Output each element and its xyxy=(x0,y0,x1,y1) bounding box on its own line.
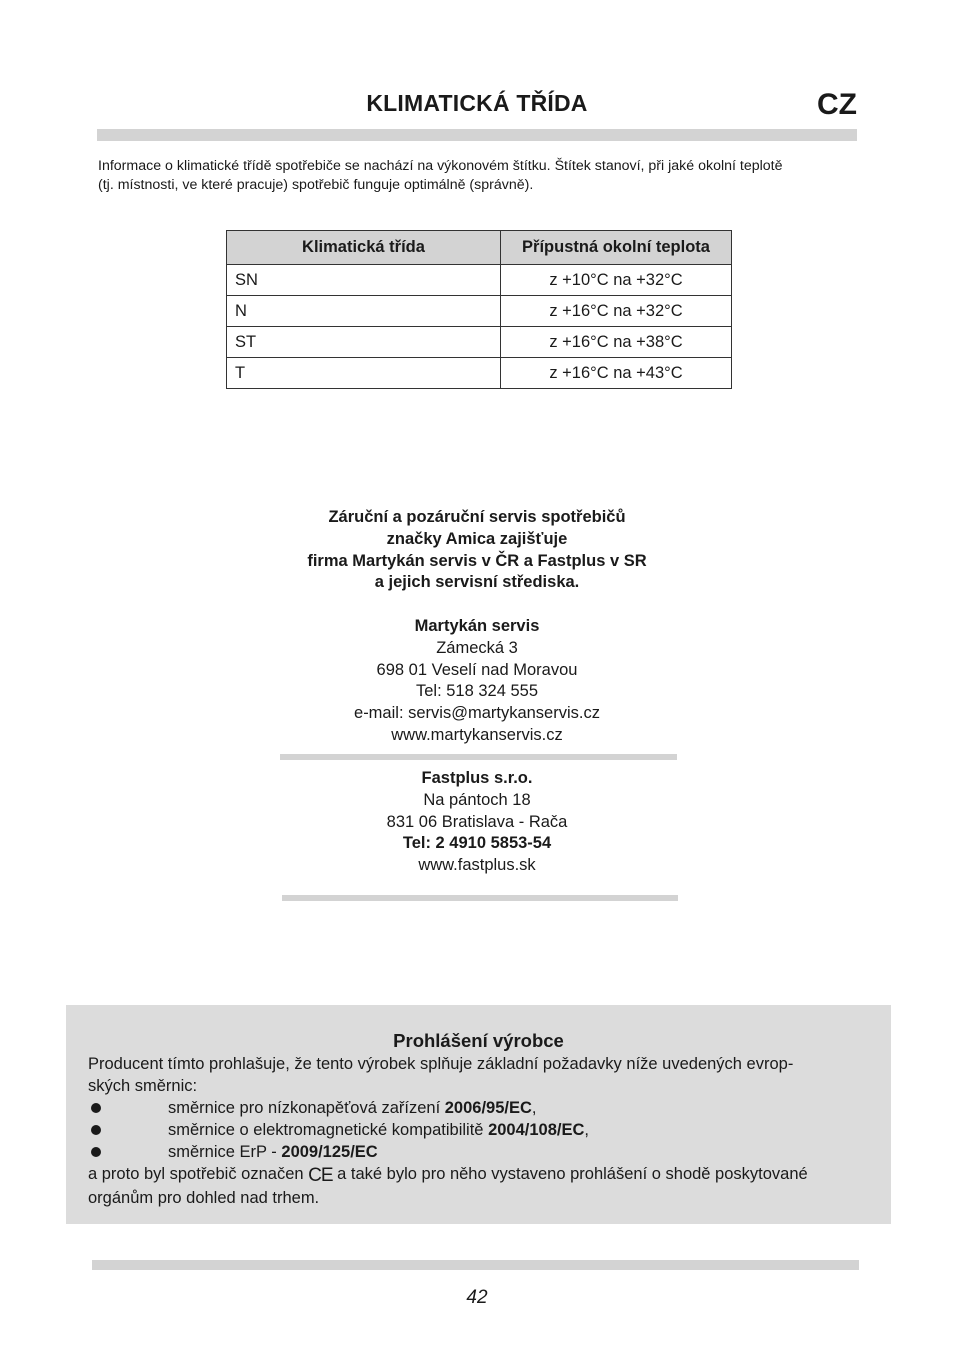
phone-number: Tel: 518 324 555 xyxy=(415,682,539,701)
directive-code: 2006/95/EC xyxy=(444,1099,532,1117)
service-intro-line: značky Amica zajišťuje xyxy=(386,529,568,548)
table-row xyxy=(227,327,732,358)
service-intro-line: a jejich servisní střediska. xyxy=(374,573,580,592)
table-row xyxy=(227,358,732,389)
section-divider xyxy=(280,754,677,760)
table-row xyxy=(227,265,732,296)
temperature-range-cell: z +16°C na +38°C xyxy=(501,327,732,358)
column-header-temperature: Přípustná okolní teplota xyxy=(501,231,732,265)
directive-suffix: , xyxy=(531,1099,537,1117)
climate-class-cell: N xyxy=(227,296,501,327)
declaration-intro-line: Producent tímto prohlašuje, že tento výrobek splňuje základní požadavky níže uvedených evrop- xyxy=(88,1055,794,1073)
directive-text: směrnice o elektromagnetické kompatibilitě xyxy=(168,1121,489,1139)
city-address: 698 01 Veselí nad Moravou xyxy=(376,660,578,679)
fastplus-contact-block xyxy=(0,768,954,877)
directive-code: 2009/125/EC xyxy=(281,1143,378,1161)
street-address: Na pántoch 18 xyxy=(423,790,531,809)
header-divider xyxy=(97,129,857,141)
website-link[interactable]: www.fastplus.sk xyxy=(418,856,536,875)
bullet-icon xyxy=(91,1103,101,1113)
climate-class-cell: T xyxy=(227,358,501,389)
declaration-body xyxy=(88,1053,878,1209)
directive-suffix: , xyxy=(584,1121,589,1139)
directive-list-item xyxy=(88,1119,878,1141)
company-name: Fastplus s.r.o. xyxy=(421,769,533,787)
phone-number: Tel: 2 4910 5853-54 xyxy=(402,834,552,853)
service-intro-line: firma Martykán servis v ČR a Fastplus v SR xyxy=(307,551,647,570)
bullet-icon xyxy=(91,1147,101,1157)
outro-text: a proto byl spotřebič označen xyxy=(88,1165,309,1183)
martykan-contact-block xyxy=(0,616,954,747)
declaration-intro-line: ských směrnic: xyxy=(88,1077,198,1095)
column-header-class: Klimatická třída xyxy=(227,231,501,265)
temperature-range-cell: z +16°C na +43°C xyxy=(501,358,732,389)
declaration-outro-line xyxy=(88,1163,878,1187)
climate-class-table xyxy=(226,230,732,389)
footer-divider xyxy=(92,1260,859,1270)
service-intro-line: Záruční a pozáruční servis spotřebičů xyxy=(328,508,626,526)
page-number: 42 xyxy=(466,1287,488,1308)
outro-text: a také bylo pro něho vystaveno prohlášení o shodě poskytované xyxy=(332,1165,808,1183)
intro-paragraph xyxy=(98,157,873,195)
directive-list-item xyxy=(88,1097,878,1119)
page-title: KLIMATICKÁ TŘÍDA xyxy=(366,90,588,116)
manufacturer-declaration-box xyxy=(66,1005,891,1224)
language-code: CZ xyxy=(817,88,857,121)
temperature-range-cell: z +16°C na +32°C xyxy=(501,296,732,327)
ce-mark-icon: CE xyxy=(308,1165,333,1186)
email-address[interactable]: e-mail: servis@martykanservis.cz xyxy=(354,704,600,723)
city-address: 831 06 Bratislava - Rača xyxy=(386,812,568,831)
directive-text: směrnice pro nízkonapěťová zařízení xyxy=(168,1099,445,1117)
table-row xyxy=(227,296,732,327)
intro-line-1: Informace o klimatické třídě spotřebiče se nachází na výkonovém štítku. Štítek stanoví, při jaké okolní teplotě xyxy=(98,158,783,174)
directive-text: směrnice ErP - xyxy=(168,1143,282,1161)
company-name: Martykán servis xyxy=(414,617,540,635)
declaration-outro-line: orgánům pro dohled nad trhem. xyxy=(88,1189,320,1207)
directive-code: 2004/108/EC xyxy=(488,1121,585,1139)
bullet-icon xyxy=(91,1125,101,1135)
directive-list-item xyxy=(88,1141,878,1163)
website-link[interactable]: www.martykanservis.cz xyxy=(391,725,563,744)
temperature-range-cell: z +10°C na +32°C xyxy=(501,265,732,296)
table-header-row xyxy=(227,231,732,265)
climate-class-cell: ST xyxy=(227,327,501,358)
street-address: Zámecká 3 xyxy=(436,638,518,657)
declaration-title: Prohlášení výrobce xyxy=(393,1030,564,1051)
climate-class-cell: SN xyxy=(227,265,501,296)
section-divider xyxy=(282,895,678,901)
service-intro xyxy=(0,507,954,594)
intro-line-2: (tj. místnosti, ve které pracuje) spotřebič funguje optimálně (správně). xyxy=(98,177,534,193)
